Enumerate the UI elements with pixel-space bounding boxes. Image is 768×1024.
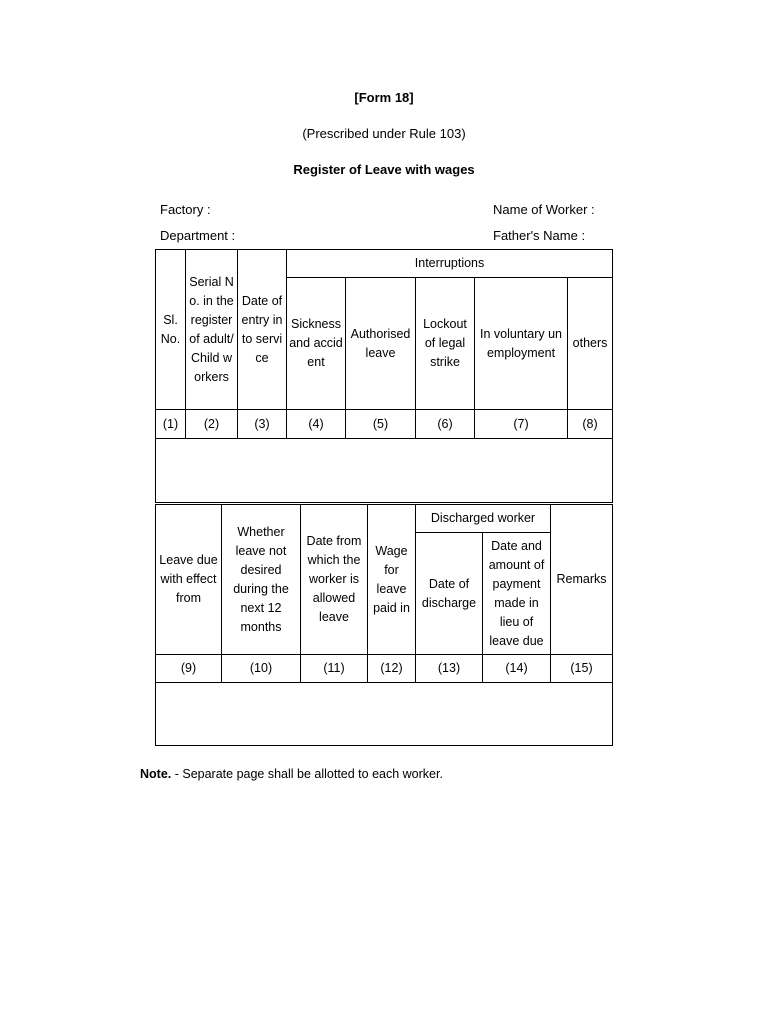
col-number: (2) (186, 410, 238, 439)
col-number: (11) (301, 655, 368, 683)
col-number: (7) (475, 410, 568, 439)
group-header-discharged-worker: Discharged worker (416, 505, 551, 533)
note (140, 767, 443, 781)
col-header-date-of-entry: Date of entry into service (238, 250, 287, 410)
col-header-sickness: Sickness and accident (287, 278, 346, 410)
col-header-date-from-allowed: Date from which the worker is allowed leave (301, 505, 368, 655)
col-header-lockout: Lockout of legal strike (416, 278, 475, 410)
register-table-2 (155, 504, 613, 746)
col-header-authorised-leave: Authorised leave (346, 278, 416, 410)
department-label: Department : (160, 228, 236, 243)
form-heading: Register of Leave with wages (293, 162, 475, 177)
col-header-others: others (568, 278, 613, 410)
col-number: (10) (222, 655, 301, 683)
col-header-leave-due: Leave due with effect from (156, 505, 222, 655)
col-header-involuntary-unemployment: In voluntary unemployment (475, 278, 568, 410)
col-number: (6) (416, 410, 475, 439)
factory-label: Factory : (160, 202, 211, 217)
col-header-date-of-discharge: Date of discharge (416, 533, 483, 655)
form-title: [Form 18] (354, 90, 414, 105)
col-number: (9) (156, 655, 222, 683)
col-number: (12) (368, 655, 416, 683)
col-header-whether-leave-not-desired: Whether leave not desired during the next 12 months (222, 505, 301, 655)
note-label: Note. (140, 767, 172, 781)
entry-area-1[interactable] (156, 439, 613, 503)
entry-area-2[interactable] (156, 683, 613, 746)
col-header-serial-no: Serial No. in the register of adult/ Child workers (186, 250, 238, 410)
col-header-date-amount-payment: Date and amount of payment made in lieu of leave due (483, 533, 551, 655)
name-of-worker-label: Name of Worker : (493, 202, 595, 217)
group-header-interruptions: Interruptions (287, 250, 613, 278)
note-text: - Separate page shall be allotted to each worker. (171, 767, 443, 781)
col-number: (4) (287, 410, 346, 439)
col-number: (1) (156, 410, 186, 439)
col-header-wage-paid-in: Wage for leave paid in (368, 505, 416, 655)
col-header-sl-no: Sl. No. (156, 250, 186, 410)
col-header-remarks: Remarks (551, 505, 613, 655)
col-number: (3) (238, 410, 287, 439)
register-table-1 (155, 249, 613, 503)
col-number: (13) (416, 655, 483, 683)
col-number: (15) (551, 655, 613, 683)
form-subtitle: (Prescribed under Rule 103) (302, 126, 466, 141)
col-number: (8) (568, 410, 613, 439)
col-number: (14) (483, 655, 551, 683)
fathers-name-label: Father's Name : (493, 228, 586, 243)
col-number: (5) (346, 410, 416, 439)
